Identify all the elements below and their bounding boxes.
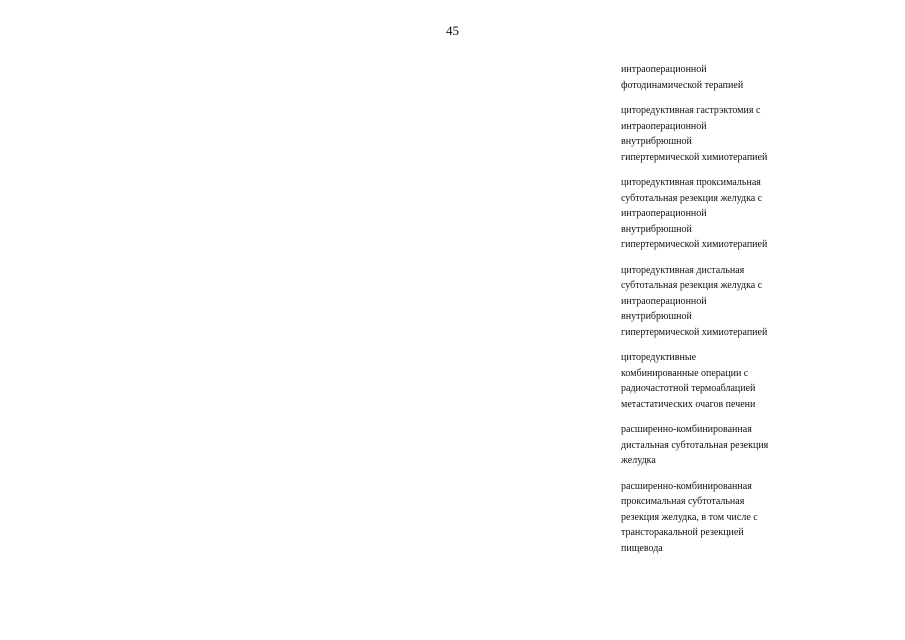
procedure-line: внутрибрюшной bbox=[621, 311, 692, 322]
procedure-entry-4 bbox=[621, 263, 791, 341]
procedure-list bbox=[621, 62, 791, 566]
procedure-line: гипертермической химиотерапией bbox=[621, 151, 768, 163]
procedure-line: субтотальная резекция желудка с bbox=[621, 192, 763, 204]
procedure-line: гипертермической химиотерапией bbox=[621, 326, 768, 338]
procedure-line: желудка bbox=[621, 455, 656, 466]
page-number: 45 bbox=[446, 23, 459, 38]
procedure-line: циторедуктивная гастрэктомия с bbox=[621, 105, 761, 116]
procedure-entry-3 bbox=[621, 175, 791, 253]
procedure-line: субтотальная резекция желудка с bbox=[621, 280, 763, 291]
procedure-line: циторедуктивная дистальная bbox=[621, 264, 745, 276]
procedure-line: интраоперационной bbox=[621, 295, 707, 307]
procedure-line: циторедуктивные bbox=[621, 352, 697, 363]
procedure-line: интраоперационной bbox=[621, 208, 707, 219]
procedure-line: фотодинамической терапией bbox=[621, 79, 744, 91]
procedure-line: расширенно-комбинированная bbox=[621, 424, 752, 435]
procedure-entry-2 bbox=[621, 103, 791, 165]
procedure-line: проксимальная субтотальная bbox=[621, 496, 745, 507]
procedure-line: внутрибрюшной bbox=[621, 136, 692, 147]
procedure-line: радиочастотной термоаблацией bbox=[621, 383, 756, 394]
procedure-line: трансторакальной резекцией bbox=[621, 527, 744, 538]
procedure-line: метастатических очагов печени bbox=[621, 398, 756, 410]
procedure-line: резекция желудка, в том числе с bbox=[621, 511, 758, 523]
procedure-line: циторедуктивная проксимальная bbox=[621, 177, 761, 188]
procedure-line: расширенно-комбинированная bbox=[621, 480, 752, 492]
procedure-entry-6 bbox=[621, 422, 791, 469]
procedure-line: пищевода bbox=[621, 542, 663, 554]
procedure-line: интраоперационной bbox=[621, 64, 707, 75]
procedure-entry-1 bbox=[621, 62, 791, 93]
procedure-line: гипертермической химиотерапией bbox=[621, 239, 768, 250]
procedure-line: комбинированные операции с bbox=[621, 367, 749, 379]
procedure-entry-5 bbox=[621, 350, 791, 412]
procedure-line: дистальная субтотальная резекция bbox=[621, 439, 769, 451]
procedure-entry-7 bbox=[621, 479, 791, 557]
procedure-line: внутрибрюшной bbox=[621, 223, 692, 235]
procedure-line: интраоперационной bbox=[621, 120, 707, 132]
